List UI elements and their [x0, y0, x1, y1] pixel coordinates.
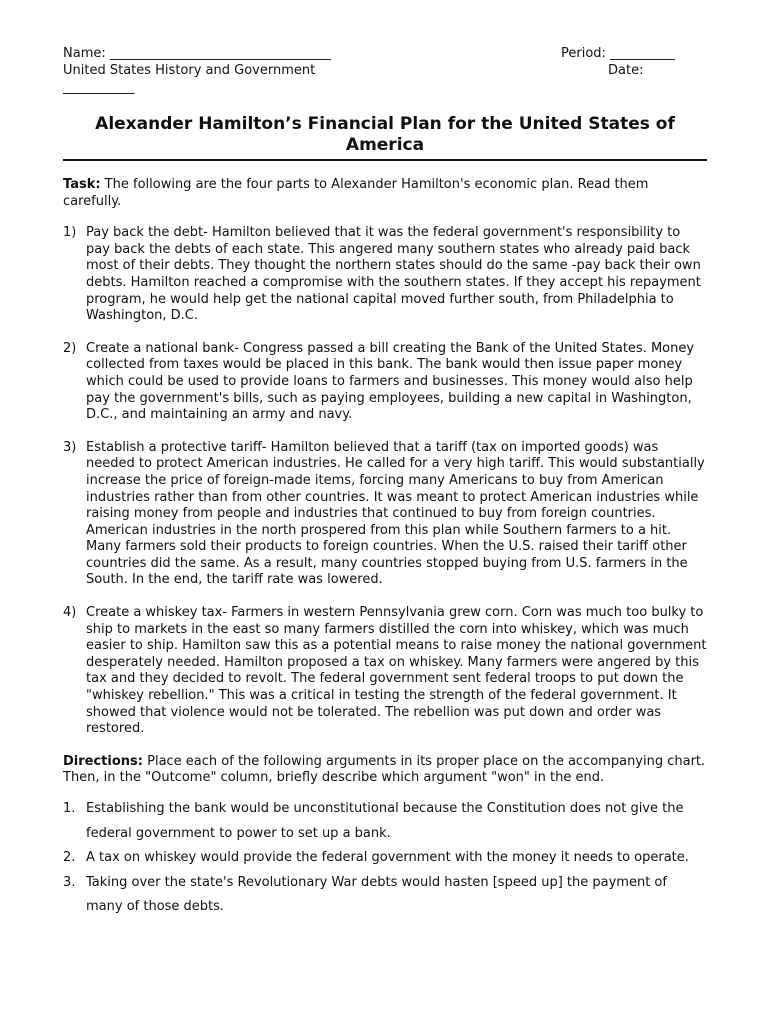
argument-text: Taking over the state's Revolutionary War debts would hasten [speed up] the payment of many of those debts.	[86, 874, 667, 914]
task-text: The following are the four parts to Alexander Hamilton's economic plan. Read them carefully.	[63, 177, 649, 209]
plan-part-number: 1)	[63, 225, 77, 241]
task-paragraph	[63, 177, 707, 210]
blank-line: ___________	[63, 80, 135, 95]
plan-part-2	[63, 341, 707, 424]
argument-text: Establishing the bank would be unconstitutional because the Constitution does not give the federal government to power to set up a bank.	[86, 801, 684, 841]
plan-part-3	[63, 440, 707, 589]
directions-paragraph	[63, 754, 707, 787]
worksheet-header	[63, 46, 707, 102]
argument-2	[63, 846, 707, 871]
title-divider	[63, 159, 707, 161]
plan-part-number: 3)	[63, 439, 77, 455]
task-label: Task:	[63, 177, 101, 192]
directions-text: Place each of the following arguments in its proper place on the accompanying chart. Then, in the "Outcome" column, briefly describe which argument "won" in the end.	[63, 753, 706, 786]
plan-part-1	[63, 225, 707, 325]
plan-part-4	[63, 605, 707, 738]
name-line: Name: __________________________________	[63, 46, 331, 61]
plan-part-text: Create a national bank- Congress passed a bill creating the Bank of the United States. Money collected from taxes would be placed in this bank. The bank would then issue paper money which could be used to provide loans to farmers and businesses. This money would also help pay the government's bills, such as paying employees, building a new capital in Washington, D.C., and maintaining an army and navy.	[86, 340, 695, 423]
directions-label: Directions:	[63, 753, 143, 769]
argument-number: 1.	[63, 801, 76, 816]
plan-part-number: 2)	[63, 340, 77, 356]
argument-1	[63, 797, 707, 846]
worksheet-page	[63, 46, 707, 920]
course-name: United States History and Government	[63, 63, 316, 78]
plan-part-text: Establish a protective tariff- Hamilton believed that a tariff (tax on imported goods) was needed to protect American industries. He called for a very high tariff. This would substantially increase the price of foreign-made items, forcing many Americans to buy from American industries rather than from other countries. It was meant to protect American industries while raising money from people and industries that continued to buy from foreign countries. American industries in the north prospered from this plan while Southern farmers to a hit. Many farmers sold their products to foreign countries. When the U.S. raised their tariff other countries did the same. As a result, many countries stopped buying from U.S. farmers in the South. In the end, the tariff rate was lowered.	[86, 439, 705, 588]
date-label: Date:	[608, 63, 644, 78]
plan-part-text: Pay back the debt- Hamilton believed that it was the federal government's responsibility to pay back the debts of each state. This angered many southern states who already paid back most of their debts. They thought the northern states should do the same -pay back their own debts. Hamilton reached a compromise with the southern states. If they accept his repayment program, he would help get the national capital moved further south, from Philadelphia to Washington, D.C.	[86, 225, 701, 324]
plan-part-number: 4)	[63, 605, 77, 621]
argument-text: A tax on whiskey would provide the federal government with the money it needs to operate.	[86, 850, 689, 865]
argument-3	[63, 871, 707, 920]
period-line: Period: __________	[561, 46, 676, 61]
plan-part-text: Create a whiskey tax- Farmers in western Pennsylvania grew corn. Corn was much too bulky to ship to markets in the east so many farmers distilled the corn into whiskey, which was much easier to ship. Hamilton saw this as a potential means to raise money the national government desperately needed. Hamilton proposed a tax on whiskey. Many farmers were angered by this tax and they decided to revolt. The federal government sent federal troops to put down the "whiskey rebellion." This was a critical in testing the strength of the federal government. It showed that violence would not be tolerated. The rebellion was put down and order was restored.	[86, 605, 707, 737]
argument-number: 2.	[63, 850, 76, 865]
document-title: Alexander Hamilton’s Financial Plan for the United States of America	[95, 114, 675, 155]
argument-number: 3.	[63, 874, 76, 890]
